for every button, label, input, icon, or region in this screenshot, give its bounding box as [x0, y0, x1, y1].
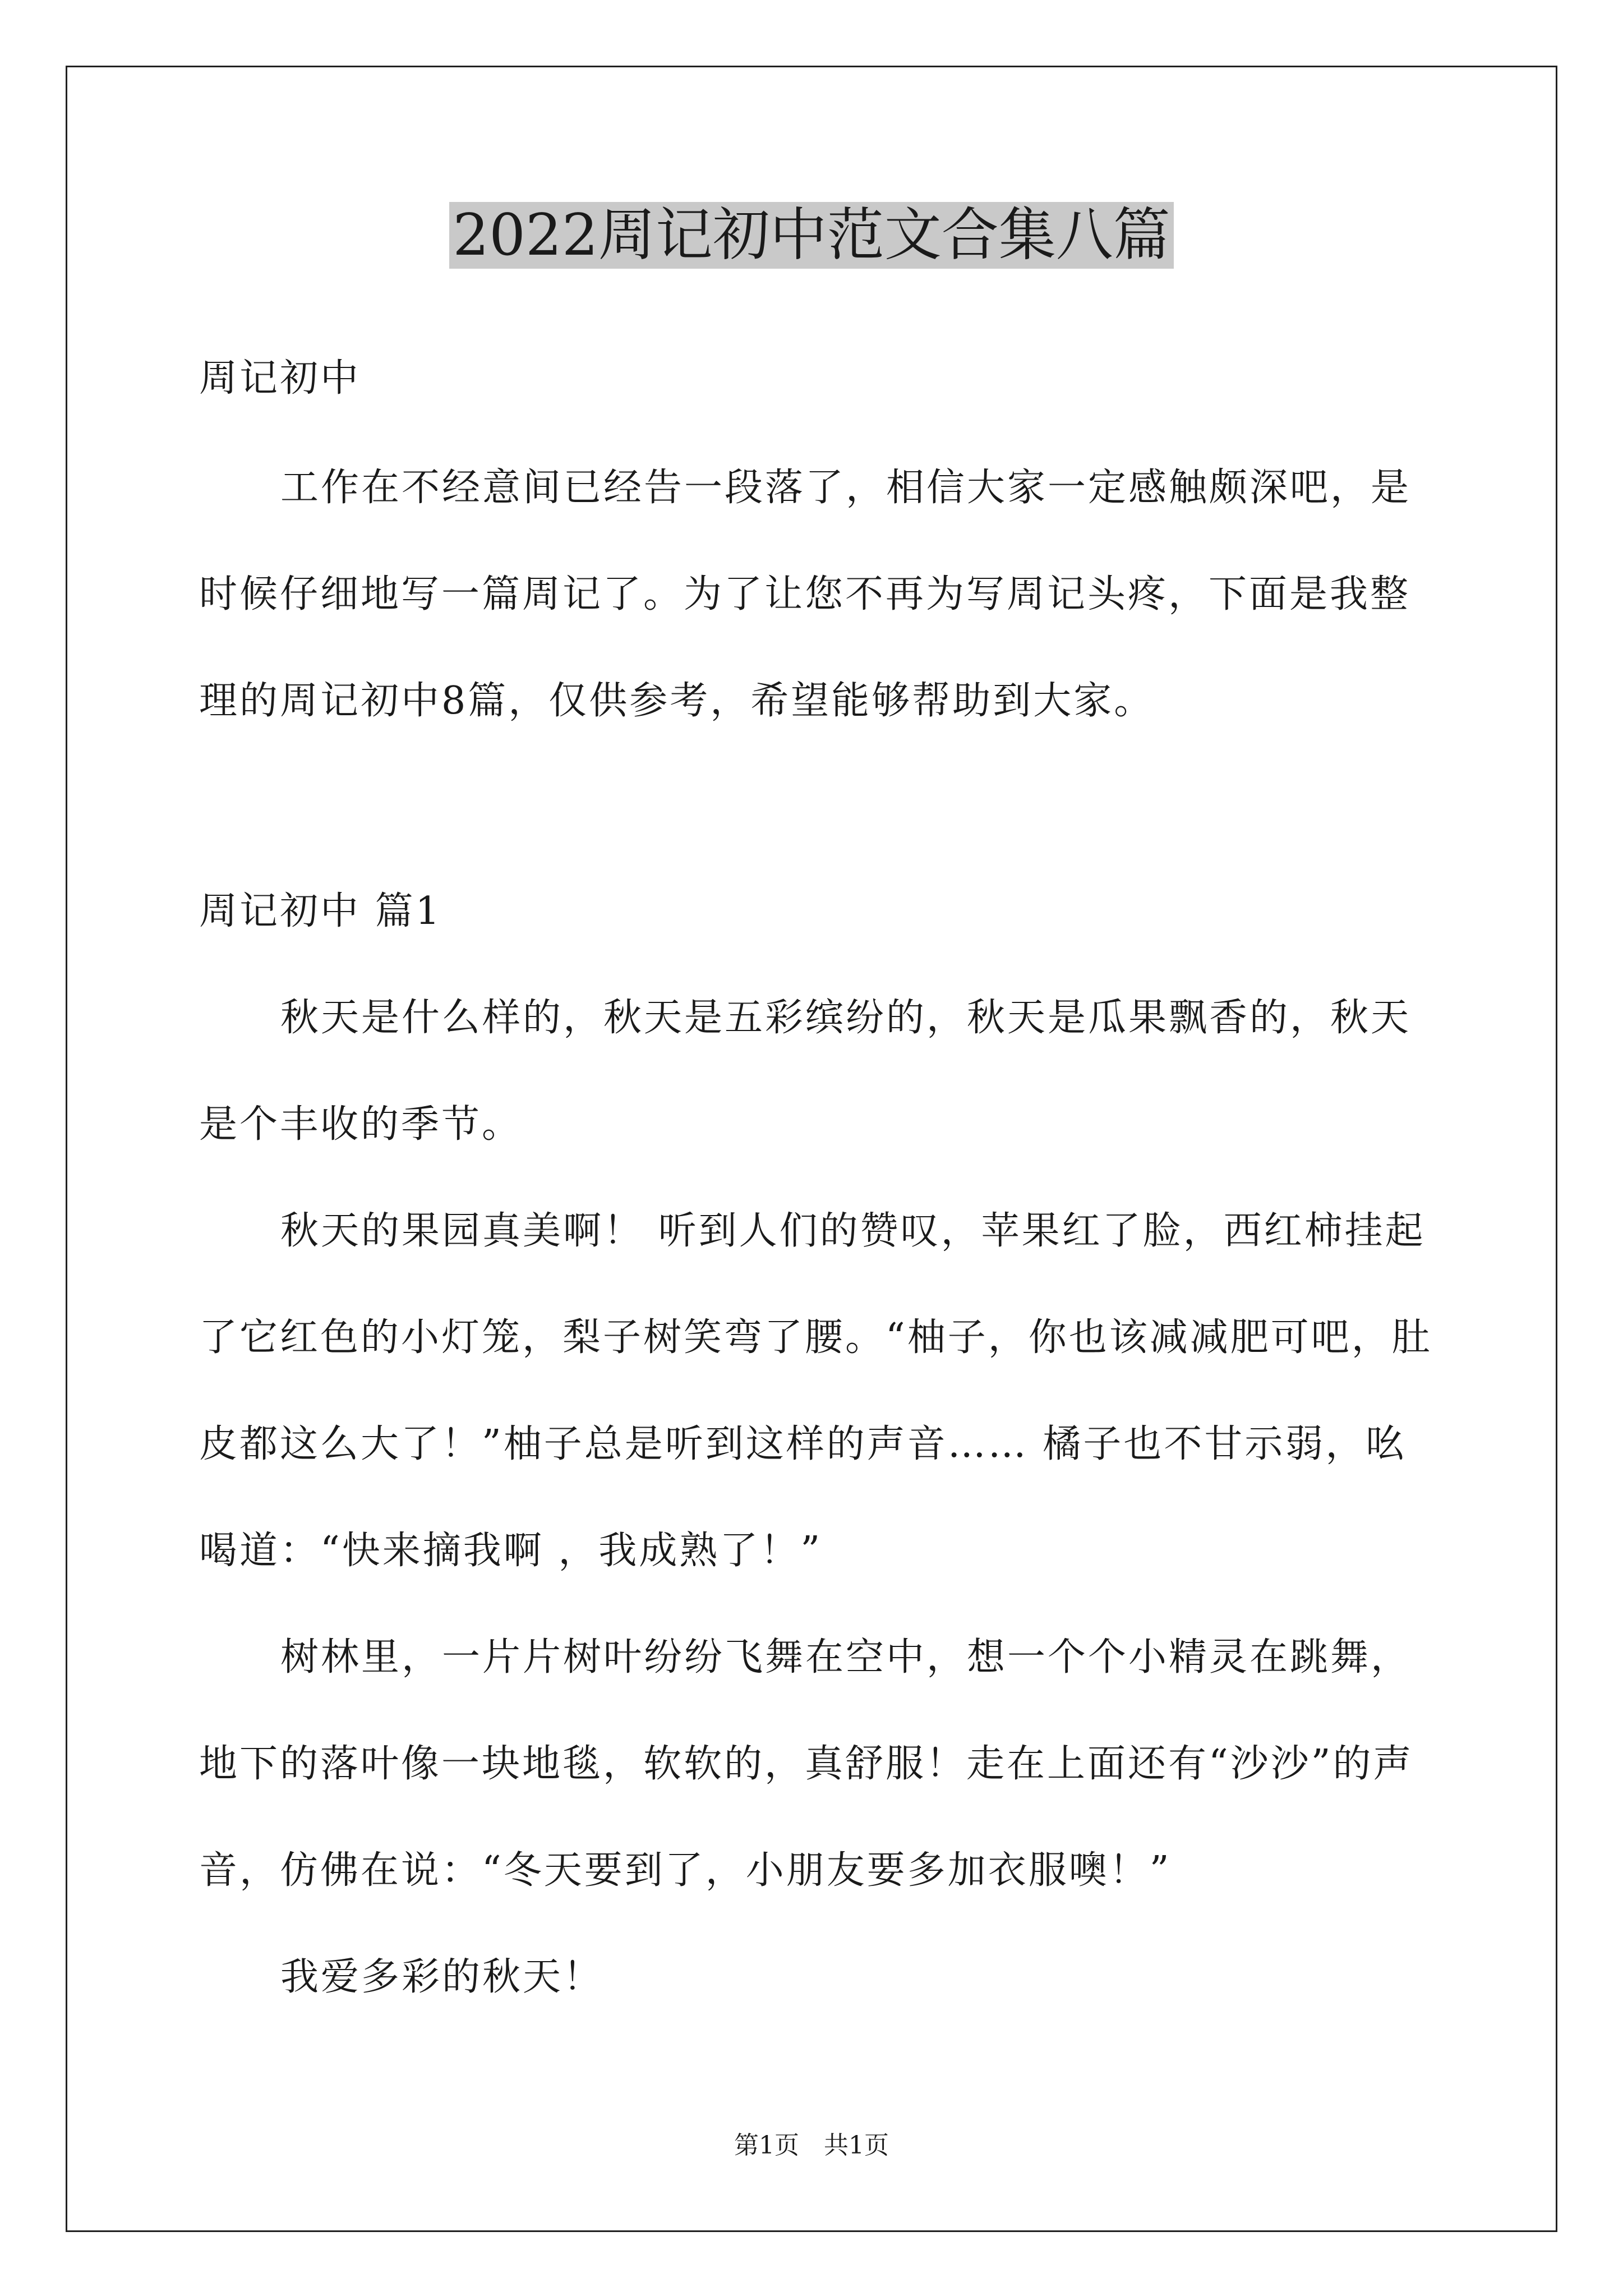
section1-heading: 周记初中 篇1	[199, 889, 442, 933]
page-number-current: 第1页	[734, 2131, 799, 2160]
document-title-text: 2022周记初中范文合集八篇	[449, 202, 1174, 269]
section1-paragraph-4: 我爱多彩的秋天！	[280, 1955, 604, 1999]
intro-paragraph: 工作在不经意间已经告一段落了，相信大家一定感触颇深吧，是时候仔细地写一篇周记了。为了让您不再为写周记头疼，下面是我整理的周记初中8篇，仅供参考，希望能够帮助到大家。	[199, 466, 1412, 723]
section1-paragraph-1: 秋天是什么样的，秋天是五彩缤纷的，秋天是瓜果飘香的，秋天是个丰收的季节。	[199, 996, 1412, 1147]
section1-paragraph-2: 秋天的果园真美啊！ 听到人们的赞叹，苹果红了脸，西红柿挂起了它红色的小灯笼，梨子树笑弯了腰。“柚子，你也该减减肥可吧，肚皮都这么大了！”柚子总是听到这样的声音…… 橘子也不甘示弱，吆喝道：“快来摘我啊 ，我成熟了！”	[199, 1209, 1432, 1573]
page-footer	[0, 2129, 1623, 2162]
intro-heading: 周记初中	[199, 356, 361, 401]
document-title	[0, 199, 1623, 272]
section1-paragraph-3: 树林里，一片片树叶纷纷飞舞在空中，想一个个小精灵在跳舞，地下的落叶像一块地毯，软软的，真舒服！走在上面还有“沙沙”的声音，仿佛在说：“冬天要到了，小朋友要多加衣服噢！”	[199, 1635, 1414, 1893]
page-number-total: 共1页	[824, 2131, 889, 2160]
